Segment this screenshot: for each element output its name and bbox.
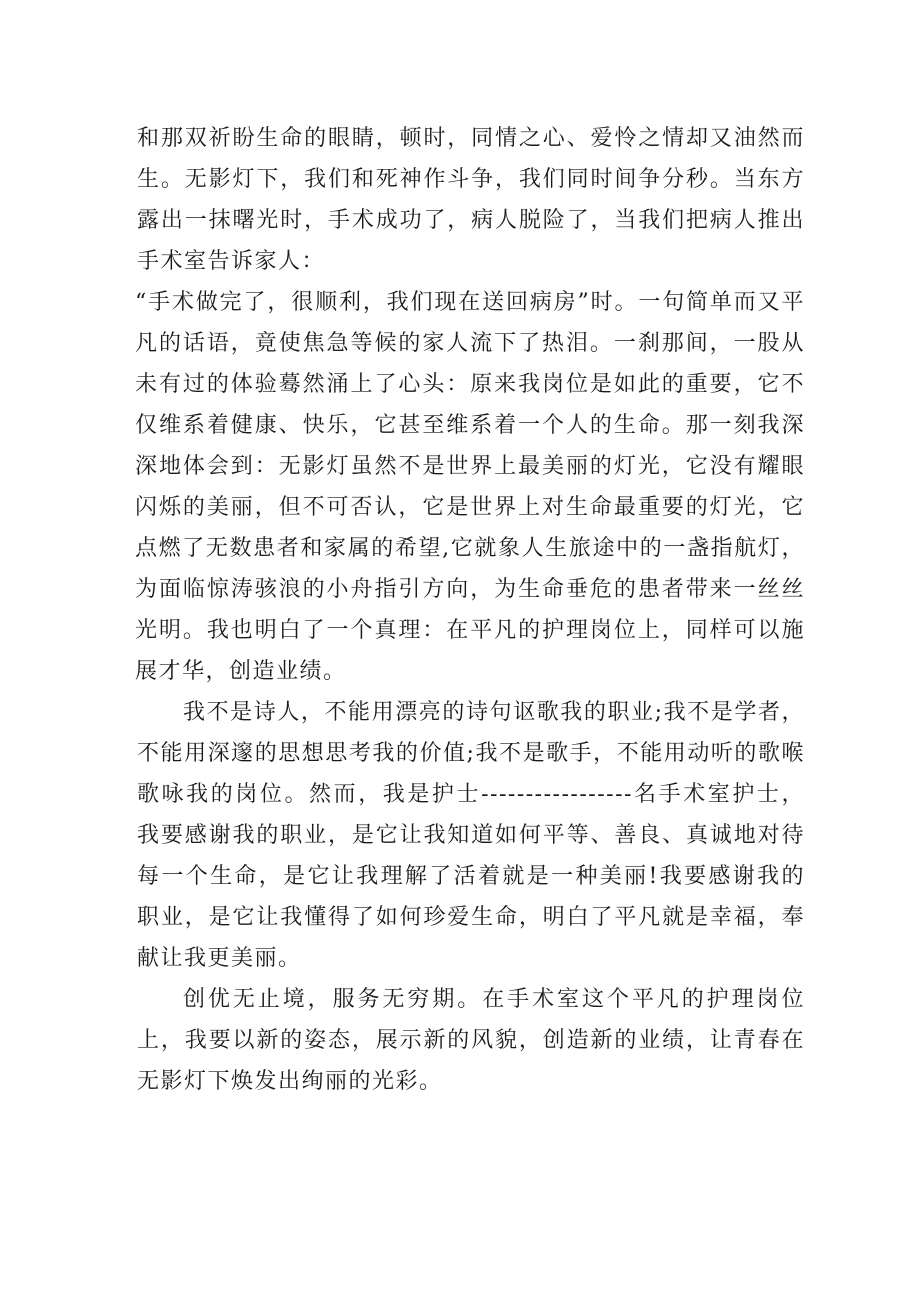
- paragraph-1: 和那双祈盼生命的眼睛，顿时，同情之心、爱怜之情却又油然而生。无影灯下，我们和死神作斗争，我们同时间争分秒。当东方露出一抹曙光时，手术成功了，病人脱险了，当我们把病人推出手术室告诉家人：: [137, 126, 805, 274]
- paragraph-4: 创优无止境，服务无穷期。在手术室这个平凡的护理岗位上，我要以新的姿态，展示新的风貌，创造新的业绩，让青春在无影灯下焕发出绚丽的光彩。: [137, 987, 805, 1094]
- paragraph-2: “手术做完了，很顺利，我们现在送回病房”时。一句简单而又平凡的话语，竟使焦急等候的家人流下了热泪。一刹那间，一股从未有过的体验蓦然涌上了心头：原来我岗位是如此的重要，它不仅维系着健康、快乐，它甚至维系着一个人的生命。那一刻我深深地体会到：无影灯虽然不是世界上最美丽的灯光，它没有耀眼闪烁的美丽，但不可否认，它是世界上对生命最重要的灯光，它点燃了无数患者和家属的希望,它就象人生旅途中的一盏指航灯，为面临惊涛骇浪的小舟指引方向，为生命垂危的患者带来一丝丝光明。我也明白了一个真理：在平凡的护理岗位上，同样可以施展才华，创造业绩。: [135, 290, 805, 684]
- document-body: [137, 118, 805, 1102]
- paragraph-3: 我不是诗人，不能用漂亮的诗句讴歌我的职业;我不是学者，不能用深邃的思想思考我的价值;我不是歌手，不能用动听的歌喉歌咏我的岗位。然而，我是护士-----------------名手术室护士，我要感谢我的职业，是它让我知道如何平等、善良、真诚地对待每一个生命，是它让我理解了活着就是一种美丽!我要感谢我的职业，是它让我懂得了如何珍爱生命，明白了平凡就是幸福，奉献让我更美丽。: [137, 700, 805, 971]
